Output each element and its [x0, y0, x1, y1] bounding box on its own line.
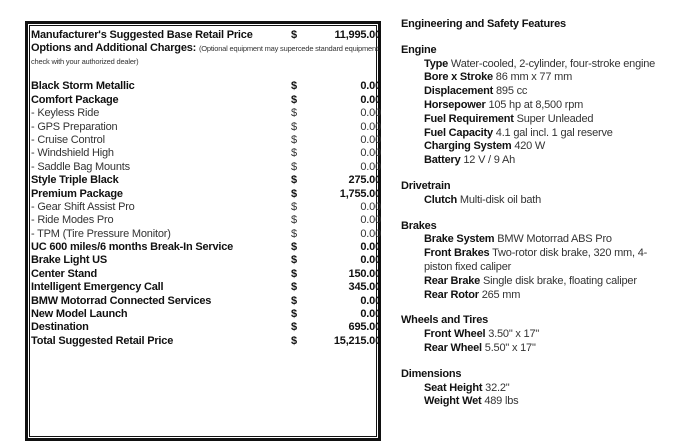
spec-key: Clutch [424, 193, 458, 206]
option-label: - Keyless Ride [31, 107, 100, 120]
spec-value: 105 hp at 8,500 rpm [488, 98, 584, 111]
currency-symbol: $ [291, 281, 297, 294]
spec-value: BMW Motorrad ABS Pro [497, 233, 612, 246]
option-row [31, 308, 381, 321]
option-row [31, 80, 381, 93]
spec-item [401, 328, 671, 342]
currency-symbol: $ [291, 187, 297, 200]
options-note: (Optional equipment may supercede standard equipment; check with your authorized dealer) [31, 44, 380, 67]
option-label: - Gear Shift Assist Pro [31, 200, 135, 213]
option-amount: 0.00 [360, 160, 381, 173]
option-row [31, 161, 381, 174]
spec-value: Super Unleaded [516, 112, 594, 125]
total-price-amount: 15,215.00 [333, 334, 381, 347]
option-row [31, 241, 381, 254]
currency-symbol: $ [291, 80, 297, 93]
option-amount: 0.00 [360, 107, 381, 120]
section-heading: Wheels and Tires [401, 314, 489, 327]
spec-item [401, 113, 671, 127]
spec-value: 5.50" x 17" [484, 341, 536, 354]
option-row [31, 268, 381, 281]
option-amount: 0.00 [360, 308, 381, 321]
total-price-row [31, 335, 381, 348]
options-heading: Options and Additional Charges: [31, 42, 197, 55]
features-title: Engineering and Safety Features [401, 18, 566, 30]
option-amount: 0.00 [360, 227, 381, 240]
spec-key: Seat Height [424, 381, 483, 394]
currency-symbol: $ [291, 254, 297, 267]
spec-value: Two-rotor disk brake, 320 mm, 4-piston fixed caliper [424, 247, 648, 273]
base-price-label: Manufacturer's Suggested Base Retail Price [31, 29, 253, 41]
options-heading-block [31, 42, 381, 68]
currency-symbol: $ [291, 227, 297, 240]
spec-key: Front Brakes [424, 247, 490, 260]
currency-symbol: $ [291, 147, 297, 160]
option-row [31, 281, 381, 294]
currency-symbol: $ [291, 267, 297, 280]
option-row [31, 295, 381, 308]
features-panel [401, 18, 671, 409]
spec-item [401, 140, 671, 154]
option-label: BMW Motorrad Connected Services [31, 294, 212, 307]
spec-item [401, 342, 671, 356]
option-row [31, 188, 381, 201]
section-heading: Brakes [401, 219, 437, 232]
spec-item [401, 85, 671, 99]
section-heading: Drivetrain [401, 179, 451, 192]
option-label: Center Stand [31, 267, 98, 280]
currency-symbol: $ [291, 160, 297, 173]
spec-value: 265 mm [481, 288, 521, 301]
currency-symbol: $ [291, 93, 297, 106]
currency-symbol: $ [291, 214, 297, 227]
currency-symbol: $ [291, 241, 297, 254]
currency-symbol: $ [291, 308, 297, 321]
spec-value: 12 V / 9 Ah [463, 154, 515, 167]
option-row [31, 228, 381, 241]
option-amount: 0.00 [360, 294, 381, 307]
option-amount: 1,755.00 [339, 187, 381, 200]
options-list [31, 80, 381, 334]
spec-value: 489 lbs [484, 395, 519, 408]
spec-value: Multi-disk oil bath [459, 193, 542, 206]
option-label: Comfort Package [31, 93, 119, 106]
spec-value: 86 mm x 77 mm [495, 71, 573, 84]
spec-key: Front Wheel [424, 328, 486, 341]
spec-value: Single disk brake, floating caliper [482, 274, 637, 287]
option-label: - Cruise Control [31, 133, 105, 146]
currency-symbol: $ [291, 174, 297, 187]
spec-item [401, 275, 671, 289]
option-label: Intelligent Emergency Call [31, 281, 164, 294]
option-label: Premium Package [31, 187, 123, 200]
option-amount: 150.00 [348, 267, 381, 280]
feature-section [401, 220, 671, 303]
spec-value: 3.50" x 17" [488, 328, 540, 341]
currency-symbol: $ [291, 321, 297, 334]
feature-section [401, 44, 671, 168]
option-amount: 0.00 [360, 214, 381, 227]
section-heading: Dimensions [401, 367, 462, 380]
feature-section [401, 314, 671, 355]
option-amount: 345.00 [348, 281, 381, 294]
feature-section [401, 180, 671, 208]
option-row [31, 174, 381, 187]
spec-key: Rear Rotor [424, 288, 479, 301]
currency-symbol: $ [291, 200, 297, 213]
option-label: Style Triple Black [31, 174, 119, 187]
option-amount: 0.00 [360, 254, 381, 267]
option-label: UC 600 miles/6 months Break-In Service [31, 241, 234, 254]
option-label: New Model Launch [31, 308, 128, 321]
option-amount: 0.00 [360, 120, 381, 133]
option-row [31, 107, 381, 120]
spec-item [401, 154, 671, 168]
option-label: - Windshield High [31, 147, 114, 160]
pricing-panel [31, 29, 381, 348]
spec-item [401, 247, 671, 275]
spec-key: Rear Wheel [424, 341, 482, 354]
spec-item [401, 99, 671, 113]
option-label: Destination [31, 321, 89, 334]
spec-key: Fuel Capacity [424, 126, 493, 139]
spec-item [401, 194, 671, 208]
spec-key: Bore x Stroke [424, 71, 493, 84]
spec-key: Rear Brake [424, 274, 481, 287]
spec-key: Charging System [424, 140, 512, 153]
option-row [31, 201, 381, 214]
currency-symbol: $ [291, 133, 297, 146]
option-label: Black Storm Metallic [31, 80, 135, 93]
option-label: - Ride Modes Pro [31, 214, 114, 227]
currency-symbol: $ [291, 29, 297, 41]
currency-symbol: $ [291, 334, 297, 347]
spec-key: Type [424, 57, 449, 70]
spec-key: Battery [424, 154, 461, 167]
option-amount: 0.00 [360, 241, 381, 254]
base-price-row [31, 29, 381, 42]
currency-symbol: $ [291, 107, 297, 120]
option-amount: 695.00 [348, 321, 381, 334]
total-price-label: Total Suggested Retail Price [31, 334, 174, 347]
spec-item [401, 395, 671, 409]
option-label: Brake Light US [31, 254, 108, 267]
spec-item [401, 233, 671, 247]
spec-value: 420 W [514, 140, 546, 153]
option-row [31, 254, 381, 267]
option-amount: 0.00 [360, 133, 381, 146]
option-label: - Saddle Bag Mounts [31, 160, 130, 173]
spec-key: Displacement [424, 85, 494, 98]
spec-key: Weight Wet [424, 395, 482, 408]
option-row [31, 214, 381, 227]
option-label: - TPM (Tire Pressure Monitor) [31, 227, 171, 240]
option-row [31, 134, 381, 147]
option-row [31, 121, 381, 134]
option-amount: 0.00 [360, 200, 381, 213]
option-row [31, 147, 381, 160]
spec-value: 4.1 gal incl. 1 gal reserve [495, 126, 613, 139]
option-amount: 0.00 [360, 147, 381, 160]
base-price-amount: 11,995.00 [334, 29, 381, 41]
option-row [31, 321, 381, 334]
option-amount: 0.00 [360, 80, 381, 93]
spec-value: 32.2" [485, 381, 510, 394]
spec-item [401, 58, 671, 72]
spec-value: 895 cc [496, 85, 528, 98]
spec-item [401, 127, 671, 141]
option-row [31, 94, 381, 107]
spec-key: Fuel Requirement [424, 112, 514, 125]
spec-item [401, 71, 671, 85]
spec-key: Horsepower [424, 98, 486, 111]
option-amount: 0.00 [360, 93, 381, 106]
currency-symbol: $ [291, 120, 297, 133]
spec-item [401, 382, 671, 396]
spec-value: Water-cooled, 2-cylinder, four-stroke engine [450, 57, 656, 70]
spec-key: Brake System [424, 233, 495, 246]
spec-item [401, 289, 671, 303]
section-heading: Engine [401, 43, 437, 56]
option-amount: 275.00 [348, 174, 381, 187]
currency-symbol: $ [291, 294, 297, 307]
option-label: - GPS Preparation [31, 120, 118, 133]
feature-section [401, 368, 671, 409]
